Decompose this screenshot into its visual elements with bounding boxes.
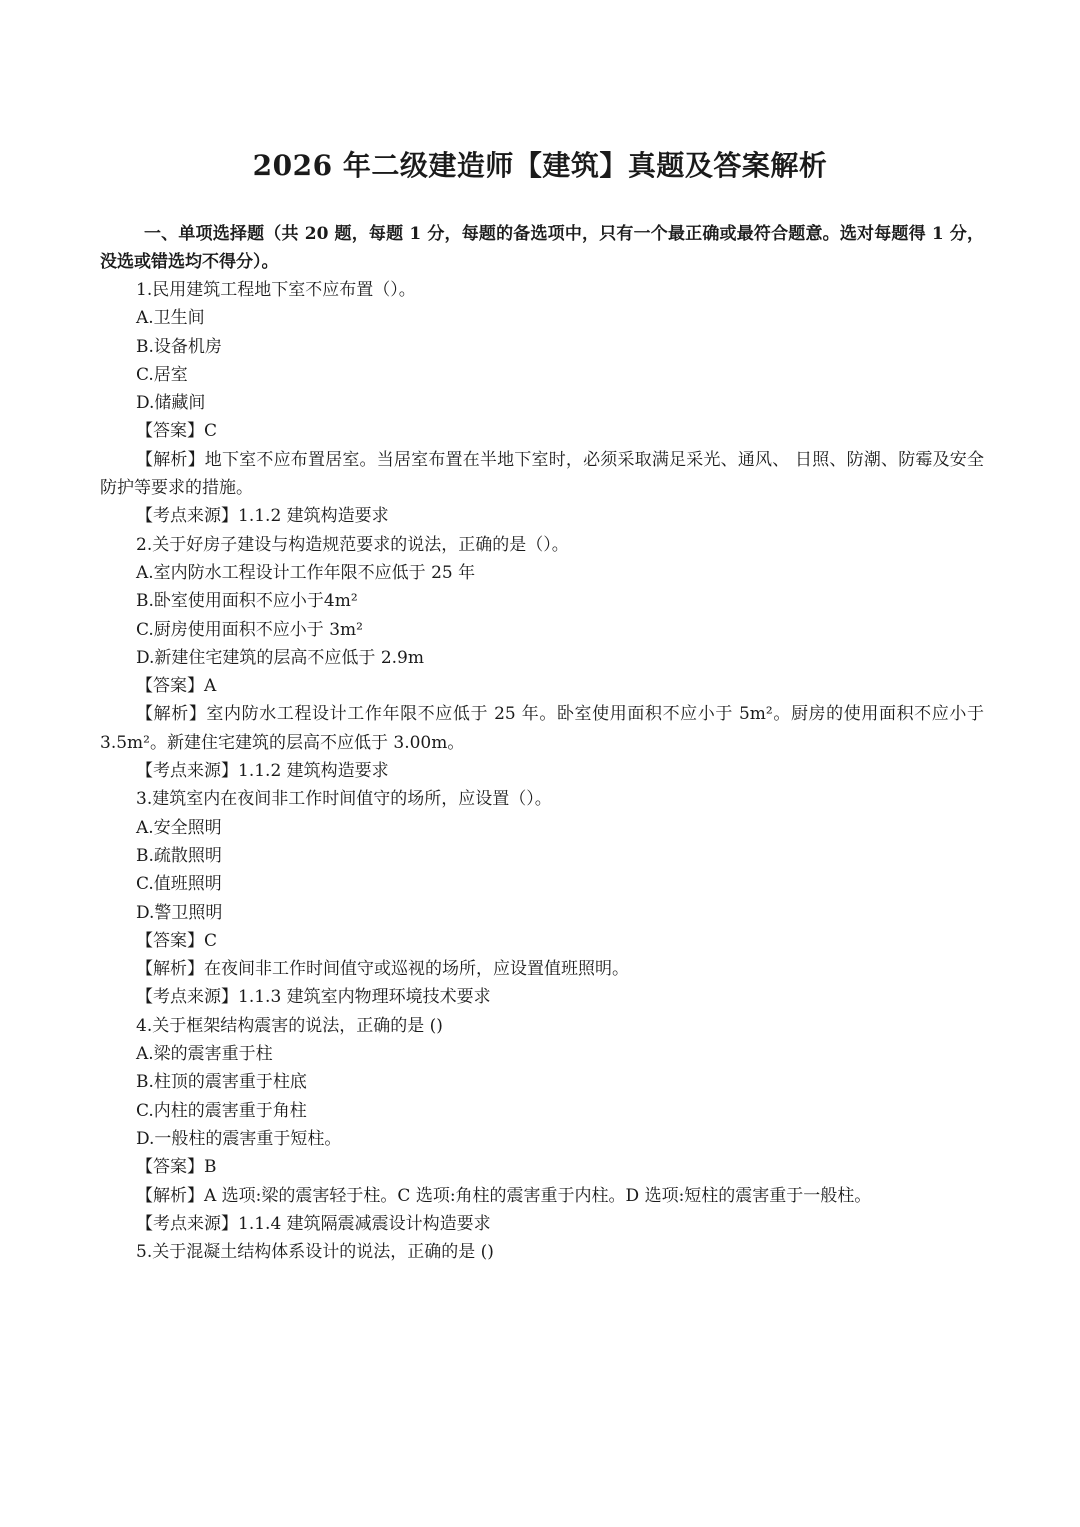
answer-line: 【答案】A [136, 676, 217, 697]
question-block [100, 785, 984, 1011]
option-b: B.设备机房 [136, 336, 222, 357]
option-b: B.卧室使用面积不应小于4m² [136, 591, 358, 612]
question-block [100, 531, 984, 786]
section-heading: 一、单项选择题（共 20 题，每题 1 分，每题的备选项中，只有一个最正确或最符合题意。选对每题得 1 分，没选或错选均不得分）。 [100, 224, 984, 272]
question-block [100, 1012, 984, 1238]
option-d: D.警卫照明 [136, 902, 223, 923]
answer-line: 【答案】C [136, 930, 218, 951]
question-block [100, 276, 984, 531]
option-a: A.梁的震害重于柱 [136, 1044, 273, 1065]
option-b: B.柱顶的震害重于柱底 [136, 1072, 307, 1093]
question-stem: 4.关于框架结构震害的说法，正确的是 () [136, 1015, 443, 1036]
document-title: 2026 年二级建造师【建筑】真题及答案解析 [252, 149, 828, 182]
answer-line: 【答案】B [136, 1157, 217, 1178]
analysis-paragraph: 【解析】室内防水工程设计工作年限不应低于 25 年。卧室使用面积不应小于 5m²。厨房的使用面积不应小于 3.5m²。新建住宅建筑的层高不应低于 3.00m。 [100, 704, 984, 753]
source-line: 【考点来源】1.1.2 建筑构造要求 [136, 761, 389, 782]
source-line: 【考点来源】1.1.3 建筑室内物理环境技术要求 [136, 987, 491, 1008]
option-c: C.内柱的震害重于角柱 [136, 1100, 307, 1121]
option-c: C.厨房使用面积不应小于 3m² [136, 619, 363, 640]
option-d: D.储藏间 [136, 393, 206, 414]
option-c: C.居室 [136, 364, 188, 385]
question-stem: 2.关于好房子建设与构造规范要求的说法，正确的是（）。 [136, 534, 569, 555]
analysis-paragraph: 【解析】A 选项:梁的震害轻于柱。C 选项:角柱的震害重于内柱。D 选项:短柱的震害重于一般柱。 [136, 1185, 872, 1206]
option-d: D.新建住宅建筑的层高不应低于 2.9m [136, 647, 424, 668]
source-line: 【考点来源】1.1.4 建筑隔震减震设计构造要求 [136, 1213, 491, 1234]
option-a: A.安全照明 [136, 817, 222, 838]
analysis-paragraph: 【解析】地下室不应布置居室。当居室布置在半地下室时，必须采取满足采光、通风、 日照、防潮、防霉及安全防护等要求的措施。 [100, 449, 984, 499]
analysis-paragraph: 【解析】在夜间非工作时间值守或巡视的场所，应设置值班照明。 [136, 959, 629, 980]
question-stem: 1.民用建筑工程地下室不应布置（）。 [136, 280, 416, 300]
option-d: D.一般柱的震害重于短柱。 [136, 1128, 342, 1149]
option-a: A.室内防水工程设计工作年限不应低于 25 年 [136, 562, 476, 583]
question-stem: 5.关于混凝土结构体系设计的说法，正确的是 () [136, 1242, 494, 1263]
answer-line: 【答案】C [136, 421, 218, 442]
source-line: 【考点来源】1.1.2 建筑构造要求 [136, 506, 389, 527]
question-stem: 3.建筑室内在夜间非工作时间值守的场所，应设置（）。 [136, 789, 552, 810]
document-body [100, 220, 984, 1266]
option-c: C.值班照明 [136, 874, 222, 895]
option-b: B.疏散照明 [136, 845, 222, 866]
option-a: A.卫生间 [136, 308, 205, 329]
